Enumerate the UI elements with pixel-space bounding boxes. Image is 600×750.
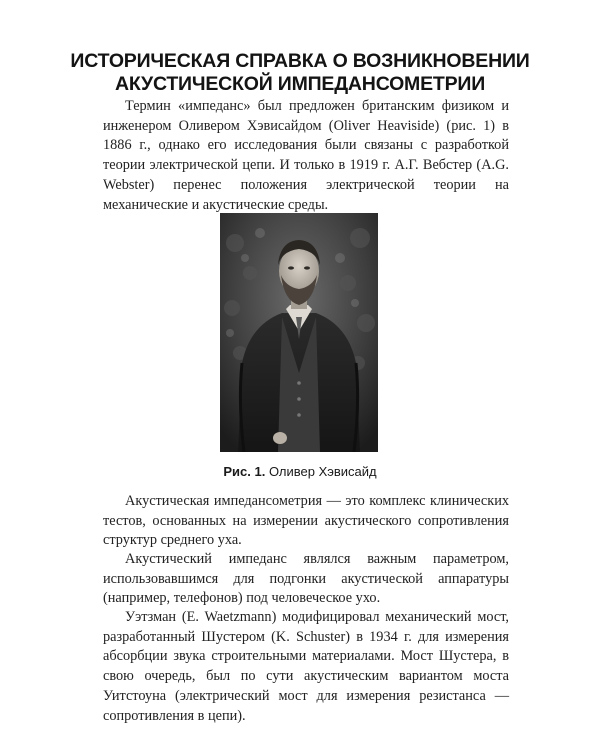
section-title [60, 50, 540, 96]
paragraph-heaviside: Термин «импеданс» был предложен британским физиком и инженером Оливером Хэвисайдом (Oliver Heaviside) (рис. 1) в 1886 г., однако его исследования были связаны с разработкой теории электрической цепи. И только в 1919 г. А.Г. Вебстер (A.G. Webster) перенес положения электрической теории на механические и акустические среды. [103, 98, 509, 213]
figure-caption [100, 464, 500, 480]
section-title-line-1: ИСТОРИЧЕСКАЯ СПРАВКА О ВОЗНИКНОВЕНИИ [70, 50, 530, 72]
section-title-line-2: АКУСТИЧЕСКОЙ ИМПЕДАНСОМЕТРИИ [114, 73, 486, 95]
paragraph-waetzmann: Уэтзман (E. Waetzmann) модифицировал механический мост, разработанный Шустером (K. Schuster) в 1934 г. для измерения абсорбции звука строительными материалами. Мост Шустера, в свою очередь, был по сути акустическим вариантом моста Уитстоуна (электрический мост для измерения резистанса — сопротивления в цепи). [103, 609, 509, 724]
paragraph-impedancemetry: Акустическая импедансометрия — это комплекс клинических тестов, основанных на измерении акустического сопротивления структур среднего уха. [103, 493, 509, 549]
portrait-photo [220, 213, 378, 452]
figure-caption-text: Оливер Хэвисайд [268, 464, 377, 479]
figure-label: Рис. 1. [223, 464, 266, 479]
paragraph-acoustic-impedance: Акустический импеданс являлся важным параметром, использовавшимся для подгонки акустической аппаратуры (например, телефонов) под человеческое ухо. [103, 551, 509, 607]
